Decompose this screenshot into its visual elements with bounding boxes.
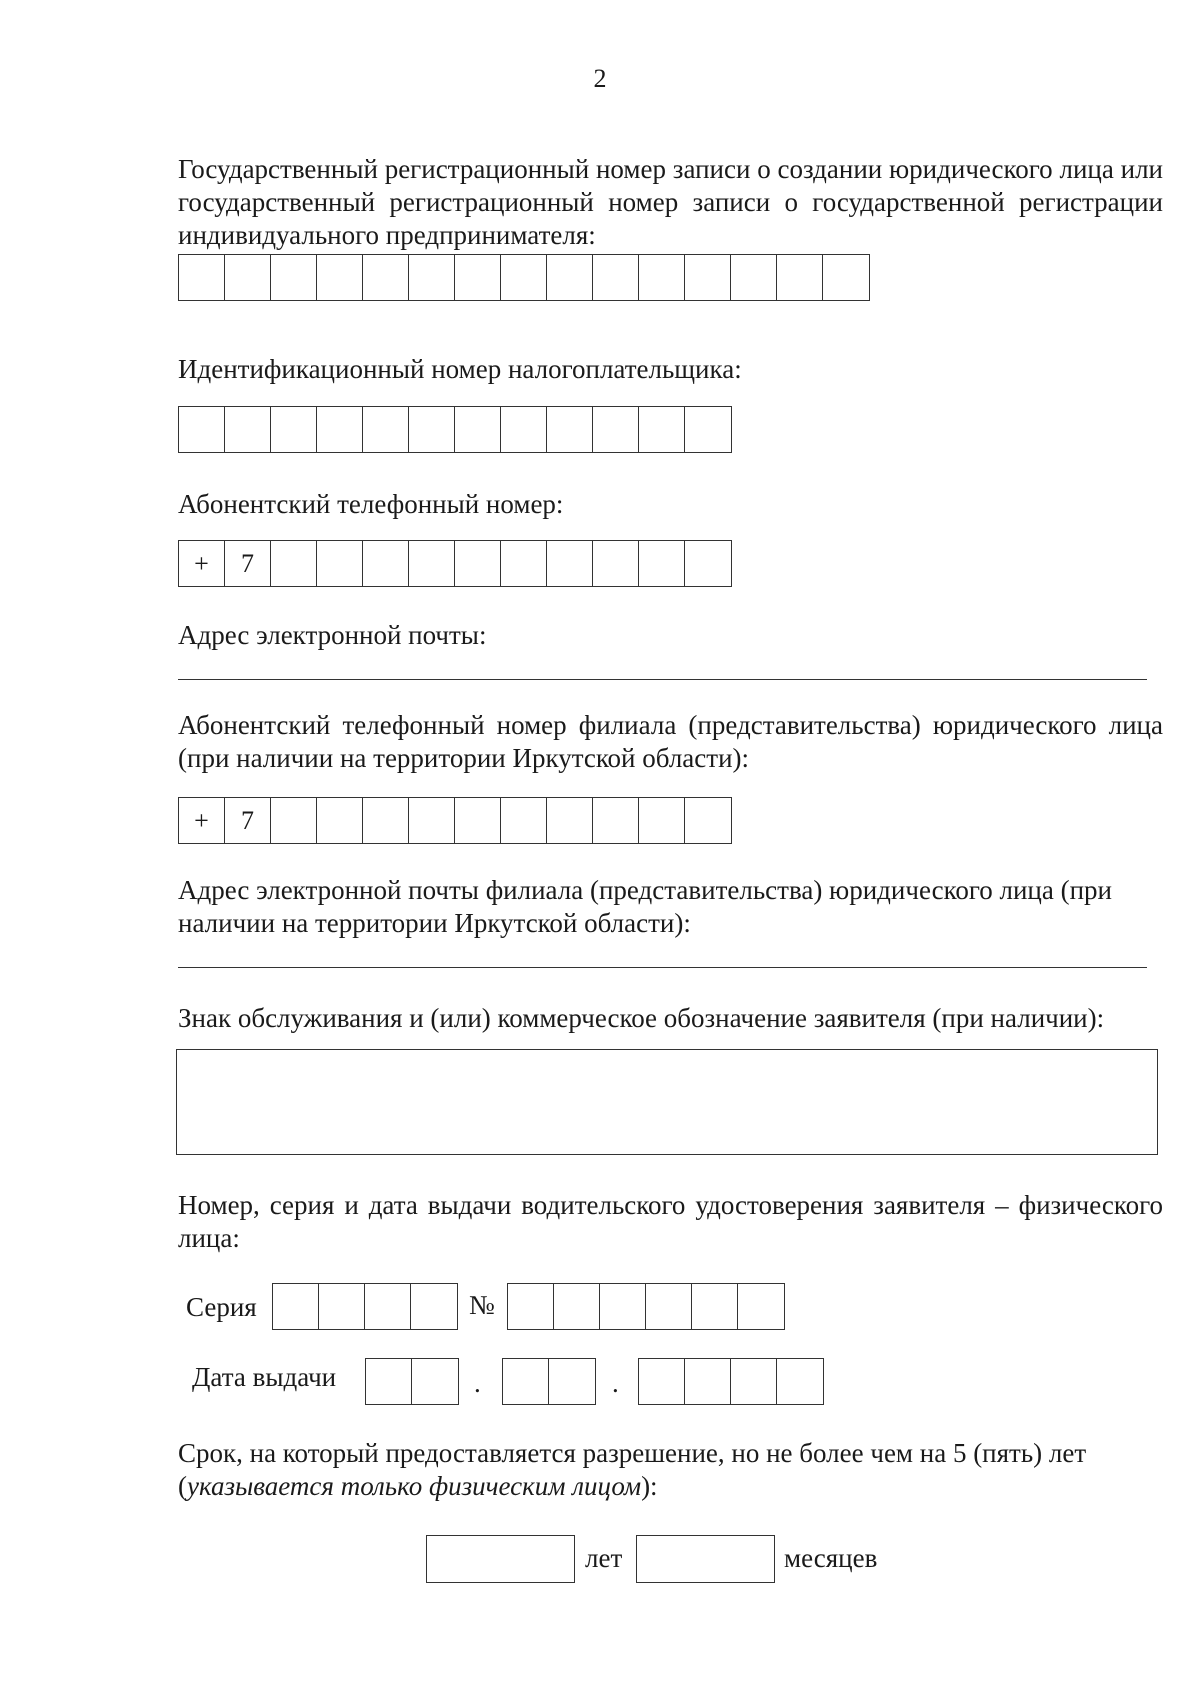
phone-field[interactable] [178,540,732,587]
input-cell[interactable] [549,1359,595,1404]
input-cell[interactable] [319,1284,365,1329]
email-label: Адрес электронной почты: [178,620,487,650]
input-cell[interactable] [692,1284,738,1329]
input-cell[interactable] [501,798,547,843]
input-cell[interactable] [738,1284,784,1329]
issue-year-field[interactable] [638,1358,824,1405]
input-cell[interactable] [639,407,685,452]
input-cell[interactable] [554,1284,600,1329]
input-cell[interactable] [777,255,823,300]
input-cell[interactable]: + [179,798,225,843]
input-cell[interactable] [179,255,225,300]
input-cell[interactable] [363,255,409,300]
service-mark-box[interactable] [176,1049,1158,1155]
input-cell[interactable] [317,798,363,843]
input-cell[interactable] [547,255,593,300]
input-cell[interactable] [823,255,869,300]
input-cell[interactable] [179,407,225,452]
input-cell[interactable] [593,407,639,452]
input-cell[interactable] [317,407,363,452]
input-cell[interactable] [412,1359,458,1404]
input-cell[interactable] [271,255,317,300]
input-cell[interactable] [547,407,593,452]
input-cell[interactable] [317,541,363,586]
input-cell[interactable] [731,255,777,300]
input-cell[interactable] [409,255,455,300]
number-label: № [469,1290,495,1320]
term-label [178,1437,1163,1503]
input-cell[interactable]: 7 [225,541,271,586]
input-cell[interactable] [271,407,317,452]
input-cell[interactable] [547,798,593,843]
branch-phone-field[interactable] [178,797,732,844]
input-cell[interactable] [455,798,501,843]
issue-month-field[interactable] [502,1358,596,1405]
input-cell[interactable] [365,1284,411,1329]
date-separator: . [474,1368,481,1398]
input-cell[interactable] [639,541,685,586]
phone-label: Абонентский телефонный номер: [178,489,564,519]
term-note-close: ): [641,1471,658,1501]
email-input-line[interactable] [178,679,1147,680]
input-cell[interactable] [271,541,317,586]
branch-email-label: Адрес электронной почты филиала (представительства) юридического лица (при наличии на территории Иркутской области): [178,875,1112,938]
number-field[interactable] [507,1283,785,1330]
input-cell[interactable] [455,255,501,300]
input-cell[interactable] [731,1359,777,1404]
input-cell[interactable] [273,1284,319,1329]
input-cell[interactable] [363,541,409,586]
ogrn-field[interactable] [178,254,870,301]
input-cell[interactable] [639,255,685,300]
page-number: 2 [593,64,607,93]
input-cell[interactable] [409,407,455,452]
input-cell[interactable] [593,541,639,586]
series-label: Серия [186,1292,257,1322]
input-cell[interactable] [685,255,731,300]
months-input[interactable] [636,1535,775,1583]
input-cell[interactable] [600,1284,646,1329]
term-note-italic: указывается только физическим лицом [187,1471,642,1501]
input-cell[interactable] [271,798,317,843]
branch-phone-label: Абонентский телефонный номер филиала (представительства) юридического лица (при наличии на территории Иркутской области): [178,710,1163,773]
input-cell[interactable] [547,541,593,586]
input-cell[interactable] [501,255,547,300]
input-cell[interactable] [366,1359,412,1404]
input-cell[interactable] [685,407,731,452]
years-label: лет [585,1543,623,1573]
input-cell[interactable] [685,541,731,586]
input-cell[interactable] [777,1359,823,1404]
branch-email-input-line[interactable] [178,967,1147,968]
input-cell[interactable] [685,1359,731,1404]
input-cell[interactable]: 7 [225,798,271,843]
input-cell[interactable] [317,255,363,300]
input-cell[interactable] [409,798,455,843]
input-cell[interactable] [225,255,271,300]
years-input[interactable] [426,1535,575,1583]
input-cell[interactable] [508,1284,554,1329]
input-cell[interactable] [455,541,501,586]
input-cell[interactable] [639,798,685,843]
input-cell[interactable] [593,255,639,300]
license-label: Номер, серия и дата выдачи водительского удостоверения заявителя – физического лица: [178,1190,1163,1253]
input-cell[interactable] [225,407,271,452]
inn-label: Идентификационный номер налогоплательщика: [178,354,742,384]
input-cell[interactable] [363,407,409,452]
input-cell[interactable] [455,407,501,452]
issue-date-label: Дата выдачи [192,1362,337,1392]
input-cell[interactable] [503,1359,549,1404]
term-note-open: ( [178,1471,187,1501]
input-cell[interactable] [501,407,547,452]
inn-field[interactable] [178,406,732,453]
input-cell[interactable] [685,798,731,843]
input-cell[interactable] [363,798,409,843]
input-cell[interactable] [639,1359,685,1404]
term-label-main: Срок, на который предоставляется разрешение, но не более чем на 5 (пять) лет [178,1438,1087,1468]
input-cell[interactable] [411,1284,457,1329]
input-cell[interactable] [409,541,455,586]
input-cell[interactable]: + [179,541,225,586]
date-separator: . [612,1368,619,1398]
input-cell[interactable] [593,798,639,843]
months-label: месяцев [784,1543,878,1573]
service-mark-label: Знак обслуживания и (или) коммерческое обозначение заявителя (при наличии): [178,1003,1105,1033]
series-field[interactable] [272,1283,458,1330]
input-cell[interactable] [646,1284,692,1329]
ogrn-label: Государственный регистрационный номер записи о создании юридического лица или государственный регистрационный номер записи о государственной регистрации индивидуального предпринимателя: [178,154,1163,250]
issue-day-field[interactable] [365,1358,459,1405]
input-cell[interactable] [501,541,547,586]
